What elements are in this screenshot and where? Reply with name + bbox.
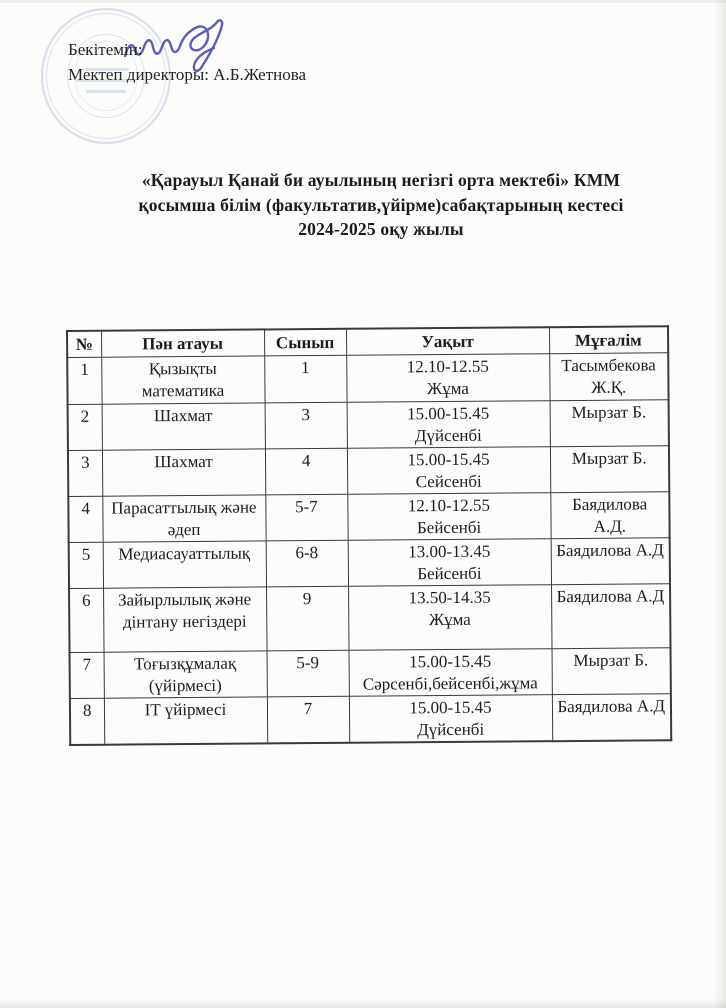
cell-subject: Парасаттылық және әдеп — [102, 495, 265, 542]
cell-time — [349, 695, 552, 743]
cell-grade: 1 — [264, 355, 346, 403]
schedule-table — [66, 325, 672, 746]
cell-grade: 6-8 — [266, 540, 348, 587]
cell-subject: Қызықты математика — [101, 356, 264, 404]
table-row — [68, 400, 669, 451]
day-of-week: Сейсенбі — [415, 471, 482, 491]
cell-no: 6 — [69, 588, 104, 652]
day-of-week: Сәрсенбі,бейсенбі,жұма — [362, 672, 538, 694]
cell-subject: Шахмат — [102, 403, 265, 450]
time-range: 15.00-15.45 — [409, 697, 492, 718]
day-of-week: Жұма — [428, 609, 471, 629]
scan-edge-bottom — [0, 999, 726, 1008]
stamp-center-text-line — [86, 90, 126, 93]
day-of-week: Дүйсенбі — [417, 719, 485, 739]
cell-teacher: Мырзат Б. — [552, 648, 671, 695]
day-of-week: Бейсенбі — [416, 517, 482, 537]
cell-time — [347, 493, 550, 541]
cell-grade: 4 — [265, 448, 347, 495]
day-of-week: Жұма — [426, 378, 469, 398]
table-row — [69, 584, 670, 653]
cell-no: 1 — [67, 357, 101, 404]
cell-time — [347, 447, 550, 495]
title-line-1: «Қарауыл Қанай би ауылының негізгі орта мектебі» КММ — [141, 170, 621, 190]
cell-subject: Медиасауаттылық — [103, 541, 266, 588]
table-row — [68, 446, 669, 497]
cell-no: 7 — [70, 652, 104, 698]
cell-time — [348, 585, 551, 651]
title-line-3: 2024-2025 оқу жылы — [298, 219, 464, 239]
time-range: 15.00-15.45 — [407, 403, 490, 424]
day-of-week: Дүйсенбі — [414, 425, 482, 445]
time-range: 15.00-15.45 — [408, 651, 492, 672]
title-line-2: қосымша білім (факультатив,үйірме)сабақтарының кестесі — [138, 194, 624, 215]
header-teacher: Мұғалім — [549, 326, 668, 353]
cell-no: 8 — [70, 698, 104, 745]
cell-teacher: Баядилова А.Д. — [550, 492, 669, 539]
approval-block — [68, 37, 306, 87]
scan-edge-top — [0, 0, 726, 3]
cell-time — [346, 354, 549, 403]
cell-grade: 7 — [267, 696, 349, 743]
time-range: 12.10-12.55 — [406, 356, 489, 377]
table-row — [67, 353, 668, 405]
cell-time — [347, 401, 550, 449]
table-row — [68, 492, 669, 543]
cell-no: 4 — [68, 496, 102, 542]
document-title — [18, 168, 726, 242]
time-range: 15.00-15.45 — [407, 449, 490, 470]
cell-teacher: Мырзат Б. — [550, 446, 669, 493]
director-line: Мектеп директоры: А.Б.Жетнова — [68, 65, 307, 84]
cell-subject: Шахмат — [102, 449, 265, 496]
cell-no: 3 — [68, 450, 102, 496]
cell-teacher: Мырзат Б. — [550, 400, 669, 447]
time-range: 12.10-12.55 — [407, 495, 491, 516]
header-grade: Сынып — [264, 329, 346, 356]
cell-time — [349, 649, 552, 697]
day-of-week: Бейсенбі — [417, 563, 482, 583]
cell-grade: 5-9 — [267, 650, 349, 697]
cell-grade: 5-7 — [265, 494, 347, 541]
cell-time — [348, 539, 551, 587]
cell-teacher: Баядилова А.Д — [551, 584, 670, 649]
cell-subject: IT үйірмесі — [104, 697, 267, 745]
table-row — [69, 538, 670, 589]
cell-subject: Зайырлылық және дінтану негіздері — [103, 587, 266, 652]
approval-label: Бекітемін: — [68, 40, 143, 59]
table-row — [70, 648, 671, 699]
time-range: 13.50-14.35 — [408, 587, 491, 608]
cell-subject: Тоғызқұмалақ (үйірмесі) — [104, 651, 267, 698]
scan-edge-right — [714, 0, 726, 1008]
cell-no: 5 — [69, 542, 103, 588]
cell-grade: 9 — [266, 586, 349, 651]
time-range: 13.00-13.45 — [408, 541, 491, 562]
cell-teacher: Баядилова А.Д — [551, 538, 670, 585]
cell-grade: 3 — [265, 402, 347, 449]
cell-no: 2 — [68, 404, 102, 450]
cell-teacher: Баядилова А.Д — [552, 694, 671, 741]
header-no: № — [67, 331, 101, 358]
table-row — [70, 694, 671, 745]
cell-teacher: Тасымбекова Ж.Қ. — [549, 353, 668, 401]
header-subject: Пән атауы — [101, 329, 264, 357]
header-time: Уақыт — [346, 327, 549, 355]
